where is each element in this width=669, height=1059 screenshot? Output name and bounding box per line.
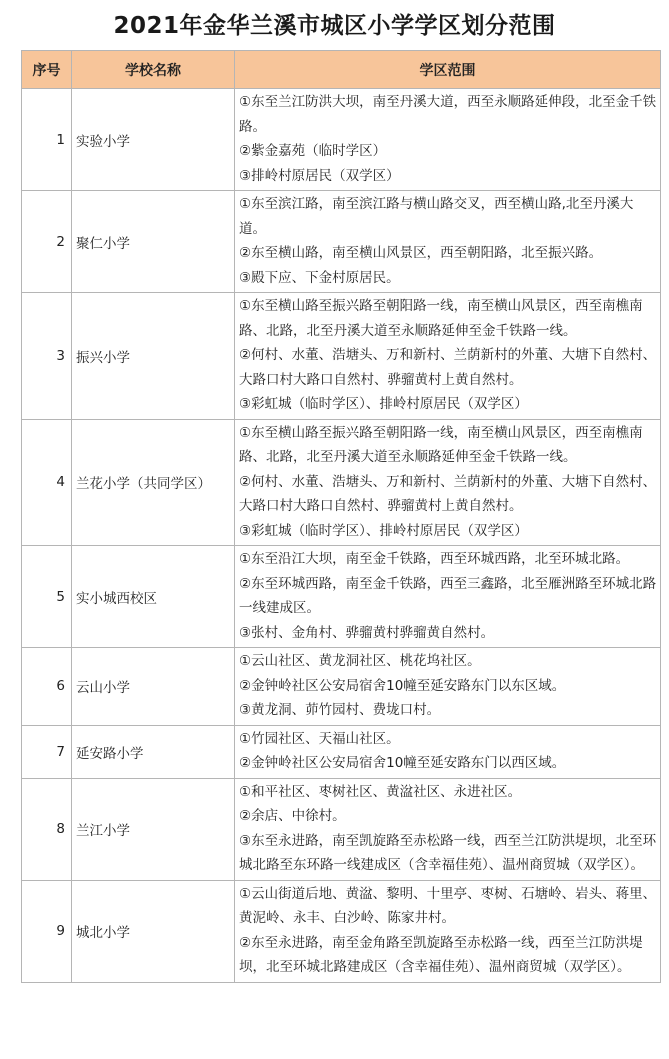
table-row — [22, 419, 661, 546]
district-range — [235, 725, 661, 778]
row-index: 1 — [22, 89, 72, 191]
school-name: 聚仁小学 — [72, 191, 235, 293]
range-item: ②紫金嘉苑（临时学区） — [239, 143, 387, 159]
range-item: ②东至环城西路，南至金千铁路，西至三鑫路，北至雁洲路至环城北路一线建成区。 — [239, 575, 657, 616]
row-index: 2 — [22, 191, 72, 293]
range-item: ②东至横山路，南至横山风景区，西至朝阳路，北至振兴路。 — [239, 245, 603, 261]
table-row — [22, 546, 661, 648]
row-index: 6 — [22, 648, 72, 726]
school-name: 城北小学 — [72, 880, 235, 982]
header-index: 序号 — [22, 51, 72, 89]
district-range — [235, 880, 661, 982]
header-school: 学校名称 — [72, 51, 235, 89]
header-range: 学区范围 — [235, 51, 661, 89]
range-item: ②东至永进路，南至金角路至凯旋路至赤松路一线，西至兰江防洪堤坝，北至环城北路建成区（含幸福佳苑）、温州商贸城（双学区）。 — [239, 934, 643, 975]
range-item: ③东至永进路，南至凯旋路至赤松路一线，西至兰江防洪堤坝，北至环城北路至东环路一线建成区（含幸福佳苑）、温州商贸城（双学区）。 — [239, 832, 657, 873]
range-item: ①云山街道后地、黄湓、黎明、十里亭、枣树、石塘岭、岩头、蒋里、黄泥岭、永丰、白沙岭、陈家井村。 — [239, 885, 657, 926]
district-range — [235, 293, 661, 420]
district-range — [235, 778, 661, 880]
row-index: 7 — [22, 725, 72, 778]
school-name: 兰江小学 — [72, 778, 235, 880]
range-item: ①云山社区、黄龙洞社区、桃花坞社区。 — [239, 653, 481, 669]
range-item: ③彩虹城（临时学区）、排岭村原居民（双学区） — [239, 522, 528, 539]
range-item: ③黄龙洞、茆竹园村、费垅口村。 — [239, 702, 441, 718]
range-item: ②余店、中徐村。 — [239, 808, 346, 824]
school-name: 兰花小学（共同学区） — [72, 419, 235, 546]
row-index: 3 — [22, 293, 72, 420]
range-item: ②何村、水董、浩塘头、万和新村、兰荫新村的外董、大塘下自然村、大路口村大路口自然村、骅骝黄村上黄自然村。 — [239, 347, 657, 388]
district-range — [235, 419, 661, 546]
district-range — [235, 89, 661, 191]
district-range — [235, 648, 661, 726]
school-name: 实验小学 — [72, 89, 235, 191]
row-index: 5 — [22, 546, 72, 648]
range-item: ①东至横山路至振兴路至朝阳路一线，南至横山风景区，西至南樵南路、北路，北至丹溪大道至永顺路延伸至金千铁路一线。 — [239, 298, 643, 339]
table-row — [22, 648, 661, 726]
table-row — [22, 293, 661, 420]
range-item: ①东至沿江大坝，南至金千铁路，西至环城西路，北至环城北路。 — [239, 551, 630, 567]
range-item: ②何村、水董、浩塘头、万和新村、兰荫新村的外董、大塘下自然村、大路口村大路口自然村、骅骝黄村上黄自然村。 — [239, 473, 657, 514]
table-row — [22, 880, 661, 982]
table-row — [22, 725, 661, 778]
school-name: 延安路小学 — [72, 725, 235, 778]
range-item: ②金钟岭社区公安局宿舍10幢至延安路东门以西区域。 — [239, 755, 566, 771]
range-item: ③张村、金角村、骅骝黄村骅骝黄自然村。 — [239, 624, 495, 641]
page-title: 2021年金华兰溪市城区小学学区划分范围 — [113, 13, 556, 39]
district-range — [235, 546, 661, 648]
range-item: ③彩虹城（临时学区）、排岭村原居民（双学区） — [239, 396, 528, 412]
range-item: ①东至滨江路，南至滨江路与横山路交叉，西至横山路,北至丹溪大道。 — [239, 196, 634, 237]
range-item: ③殿下应、下金村原居民。 — [239, 269, 400, 286]
school-name: 振兴小学 — [72, 293, 235, 420]
school-name: 实小城西校区 — [72, 546, 235, 648]
range-item: ①和平社区、枣树社区、黄湓社区、永进社区。 — [239, 783, 522, 800]
table-row — [22, 89, 661, 191]
district-table — [21, 50, 661, 983]
range-item: ③排岭村原居民（双学区） — [239, 167, 400, 184]
range-item: ①东至横山路至振兴路至朝阳路一线，南至横山风景区，西至南樵南路、北路，北至丹溪大道至永顺路延伸至金千铁路一线。 — [239, 424, 643, 465]
range-item: ①东至兰江防洪大坝，南至丹溪大道，西至永顺路延伸段，北至金千铁路。 — [239, 94, 657, 135]
row-index: 8 — [22, 778, 72, 880]
school-name: 云山小学 — [72, 648, 235, 726]
table-row — [22, 191, 661, 293]
table-row — [22, 778, 661, 880]
row-index: 9 — [22, 880, 72, 982]
row-index: 4 — [22, 419, 72, 546]
range-item: ①竹园社区、天福山社区。 — [239, 730, 400, 747]
table-header-row — [22, 51, 661, 89]
district-range — [235, 191, 661, 293]
range-item: ②金钟岭社区公安局宿舍10幢至延安路东门以东区域。 — [239, 677, 566, 694]
